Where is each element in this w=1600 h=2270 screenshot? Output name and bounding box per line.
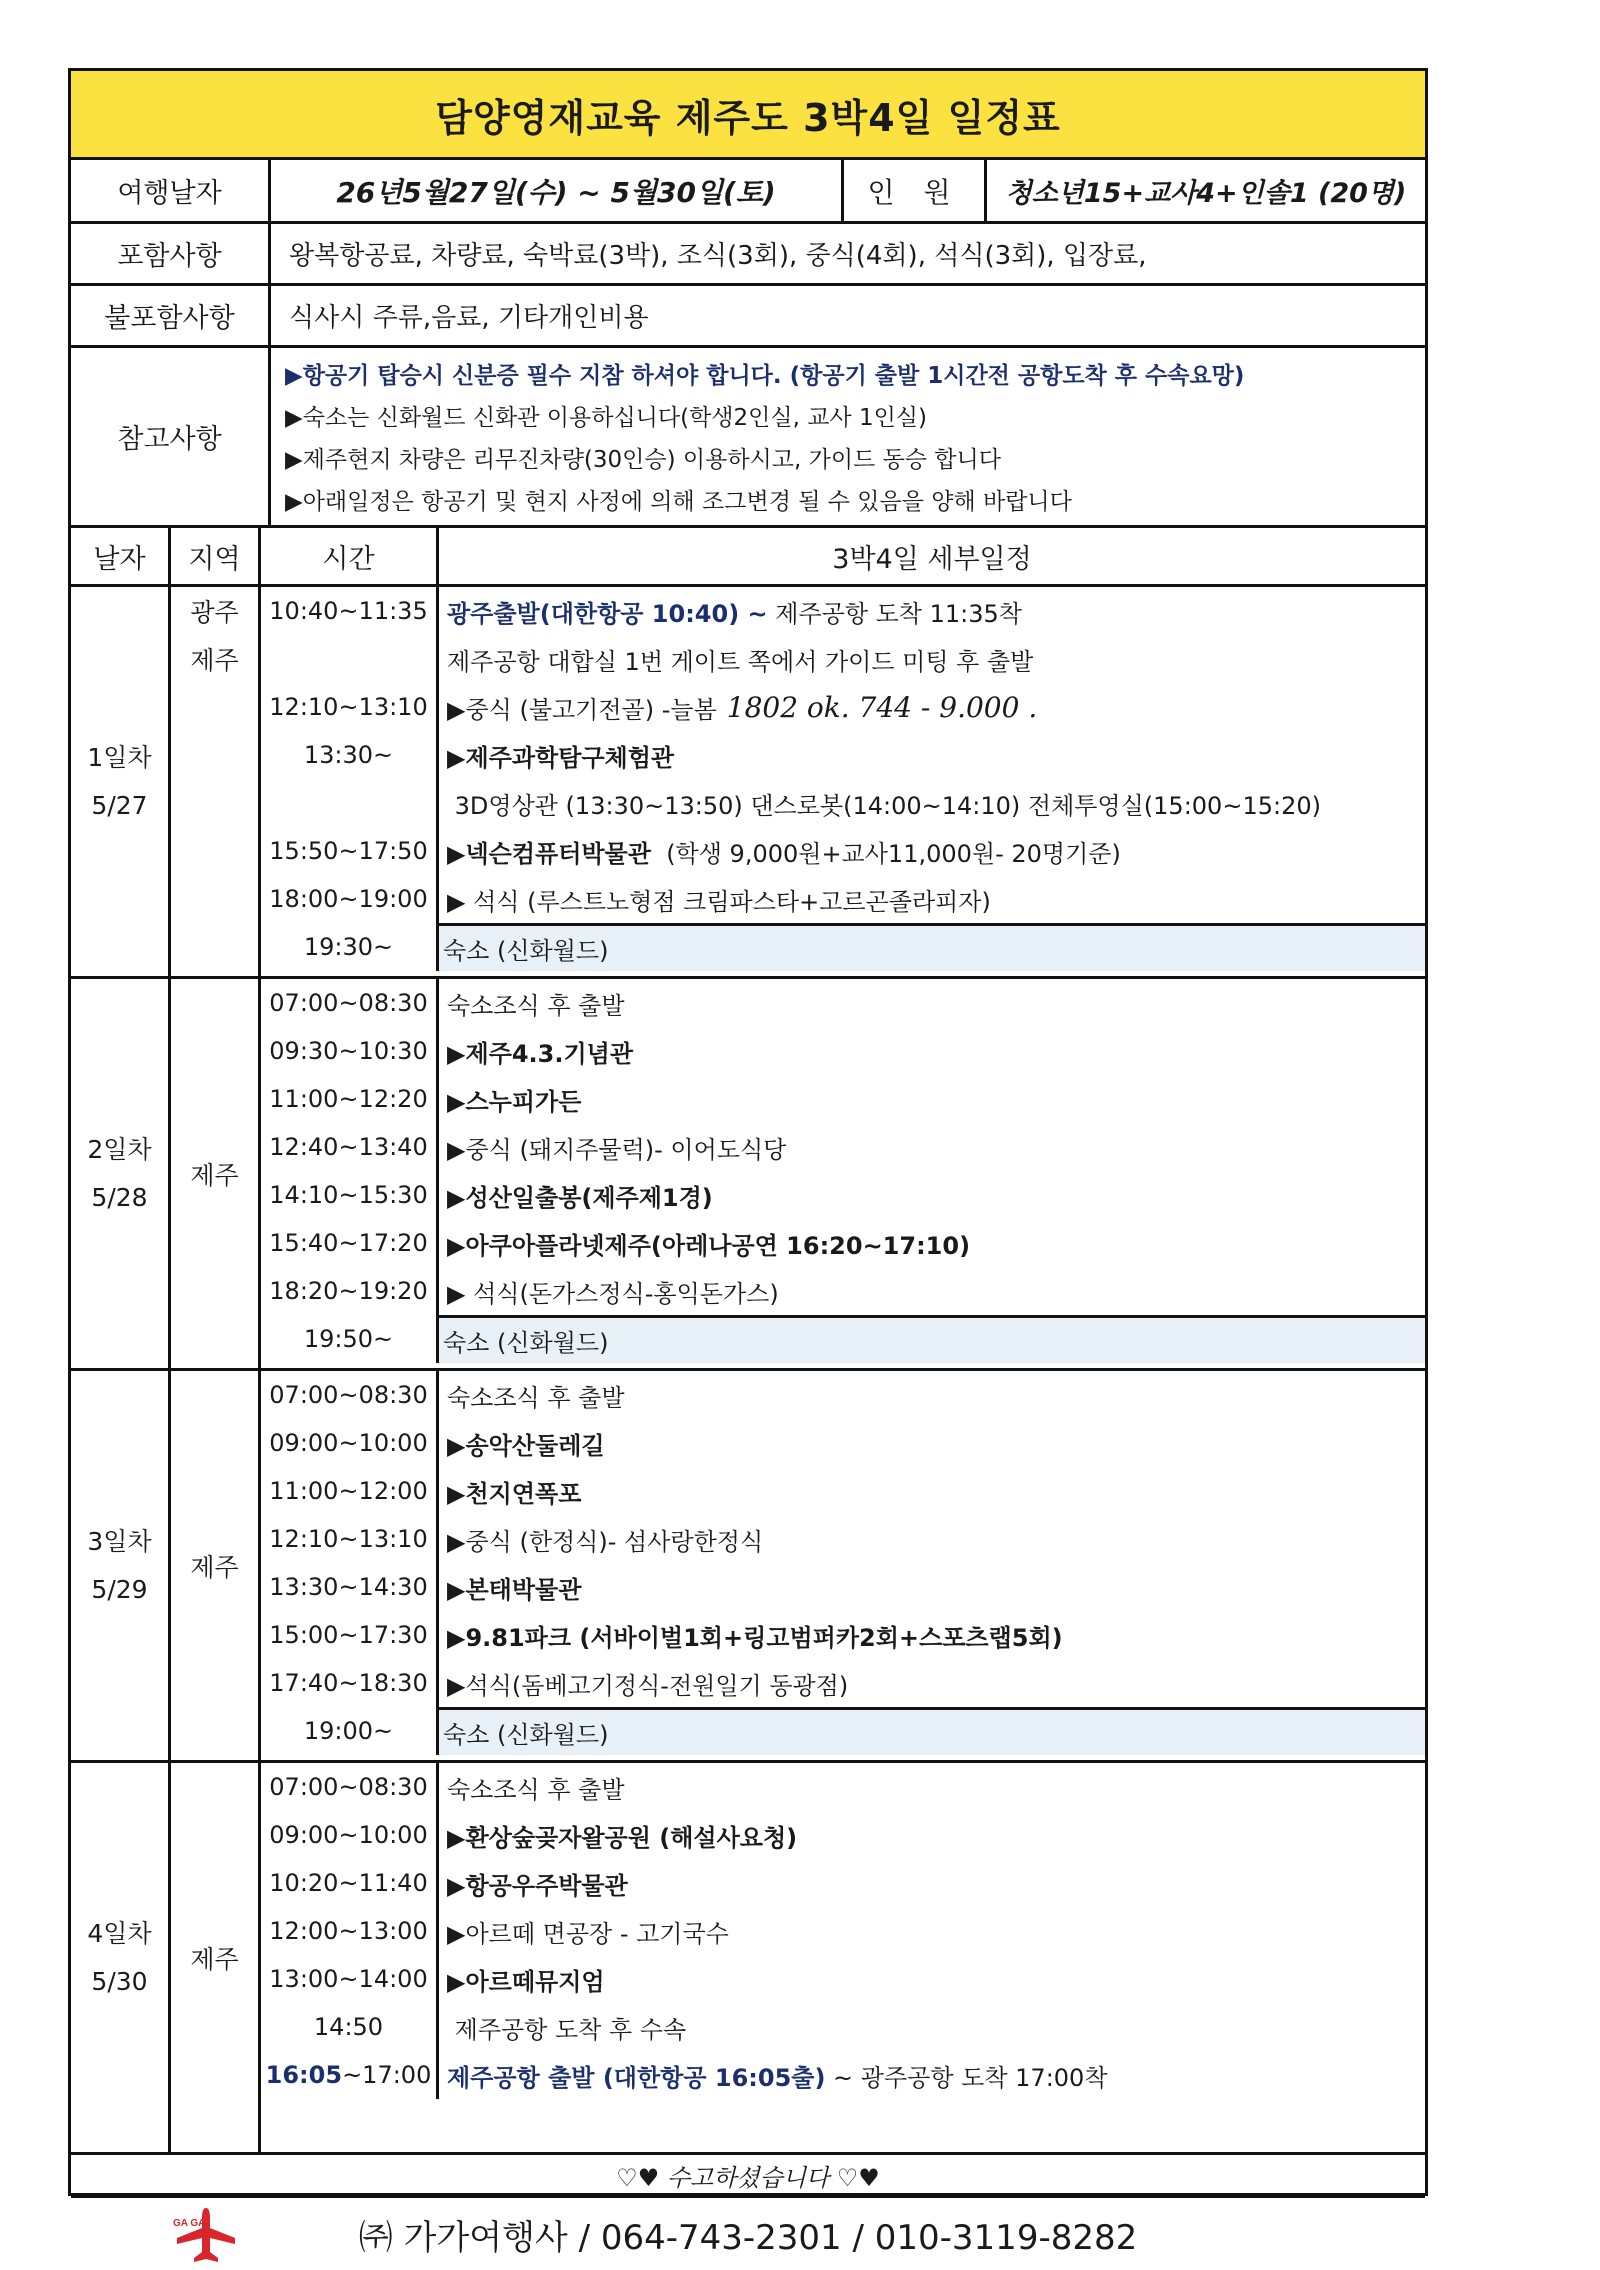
excluded-row [71,286,1425,348]
activity-title: ▶넥슨컴퓨터박물관 [447,839,651,868]
time-bold: 16:05 [265,2061,343,2089]
day-block [71,1371,1425,1763]
excluded-label: 불포함사항 [71,286,271,345]
included-label: 포함사항 [71,224,271,283]
activity-cell [439,827,1425,875]
activity-cell [439,1515,1425,1563]
activity-cell [439,1267,1425,1315]
note-item: ▶숙소는 신화월드 신화관 이용하십니다(학생2인실, 교사 1인실) [285,404,927,431]
time-cell: 07:00~08:30 [261,1763,439,1811]
day-block [71,1763,1425,2155]
footer [71,2198,1425,2270]
time-cell: 17:40~18:30 [261,1659,439,1707]
activity-cell [439,1659,1425,1707]
logo-text: GA GA [173,2218,206,2229]
note-item: ▶아래일정은 항공기 및 현지 사정에 의해 조그변경 될 수 있음을 양해 바랍니다 [285,489,1072,516]
time-cell [261,635,439,683]
activity-title: ▶성산일출봉(제주제1경) [447,1183,713,1212]
schedule-row [261,1515,1425,1563]
schedule-row [261,1467,1425,1515]
time-cell: 11:00~12:20 [261,1075,439,1123]
activity-cell [439,587,1425,635]
activity-detail: ▶ 석식 (루스트노형점 크림파스타+고르곤졸라피자) [447,887,991,916]
time-cell: 09:00~10:00 [261,1811,439,1859]
time-cell: 12:10~13:10 [261,683,439,731]
activity-cell [439,683,1425,731]
activity-detail: ▶중식 (돼지주물럭)- 이어도식당 [447,1135,787,1164]
lodging-cell [439,1315,1425,1363]
schedule-row [261,1907,1425,1955]
airplane-logo-icon [171,2204,241,2264]
activity-detail: 숙소 (신화월드) [443,1721,609,1749]
time-cell: 07:00~08:30 [261,1371,439,1419]
activity-detail: ▶중식 (불고기전골) -늘봄 [447,695,717,724]
schedule-rows [261,1371,1425,1760]
activity-cell [439,1563,1425,1611]
schedule-row [261,1171,1425,1219]
day-cell [71,587,171,976]
schedule-row [261,1763,1425,1811]
schedule-row [261,731,1425,779]
activity-detail: 3D영상관 (13:30~13:50) 댄스로봇(14:00~14:10) 전체투영실(15:00~15:20) [447,791,1321,820]
flight-info: 제주공항 출발 (대한항공 16:05출) [447,2063,826,2092]
schedule-row [261,1811,1425,1859]
schedule-row [261,1027,1425,1075]
flight-info: 광주출발(대한항공 10:40) ~ [447,599,768,628]
activity-cell [439,1171,1425,1219]
activity-cell [439,1371,1425,1419]
activity-detail: ~ 광주공항 도착 17:00착 [825,2063,1108,2092]
activity-cell [439,1907,1425,1955]
company-contact: ㈜ 가가여행사 / 064-743-2301 / 010-3119-8282 [358,2217,1138,2258]
activity-cell [439,1027,1425,1075]
activity-title: ▶제주과학탐구체험관 [447,743,675,772]
activity-title: ▶9.81파크 (서바이벌1회+링고범퍼카2회+스포츠랩5회) [447,1623,1063,1652]
lodging-cell [439,923,1425,971]
region-cell [171,1371,261,1760]
time-cell: 18:00~19:00 [261,875,439,923]
time-cell [261,2051,439,2099]
day-number: 3일차 [87,1526,152,1556]
notes-label: 참고사항 [71,348,271,525]
note-item: ▶제주현지 차량은 리무진차량(30인승) 이용하시고, 가이드 동승 합니다 [285,447,1001,474]
activity-detail: (학생 9,000원+교사11,000원- 20명기준) [650,839,1121,868]
activity-cell [439,1419,1425,1467]
time-cell: 12:00~13:00 [261,1907,439,1955]
time-cell: 15:50~17:50 [261,827,439,875]
excluded-value: 식사시 주류,음료, 기타개인비용 [289,303,649,333]
activity-title: ▶제주4.3.기념관 [447,1039,634,1068]
time-cell: 18:20~19:20 [261,1267,439,1315]
time-cell: 07:00~08:30 [261,979,439,1027]
activity-title: ▶아쿠아플라넷제주(아레나공연 16:20~17:10) [447,1231,971,1260]
schedule-rows [261,587,1425,976]
activity-cell [439,1123,1425,1171]
activity-detail: ▶중식 (한정식)- 섬사랑한정식 [447,1527,764,1556]
region-cell [171,1763,261,2152]
schedule-sheet [68,68,1428,2258]
schedule-row [261,1267,1425,1315]
people-value: 청소년15+교사4+인솔1 (20명) [1005,178,1407,209]
time-cell: 09:30~10:30 [261,1027,439,1075]
schedule-row [261,2003,1425,2051]
region-name: 광주 [190,598,239,627]
activity-cell [439,731,1425,779]
notes-row [71,348,1425,528]
activity-cell [439,1811,1425,1859]
activity-cell [439,875,1425,923]
schedule-rows [261,979,1425,1368]
activity-title: ▶송악산둘레길 [447,1431,605,1460]
schedule-row [261,683,1425,731]
included-row [71,224,1425,286]
header-time: 시간 [261,528,439,584]
schedule-row [261,1659,1425,1707]
activity-detail: 숙소 (신화월드) [443,937,609,965]
activity-cell [439,2003,1425,2051]
trip-date-value: 26년5월27일(수) ~ 5월30일(토) [271,160,844,221]
activity-cell [439,1467,1425,1515]
schedule-row [261,587,1425,635]
header-schedule: 3박4일 세부일정 [832,543,1032,575]
time-cell: 19:30~ [261,923,439,971]
day-number: 4일차 [87,1918,152,1948]
activity-detail: ▶석식(돔베고기정식-전원일기 동광점) [447,1671,849,1700]
activity-detail: 숙소조식 후 출발 [447,1383,625,1412]
schedule-row [261,779,1425,827]
activity-cell [439,1955,1425,2003]
schedule-row [261,979,1425,1027]
day-cell [71,1763,171,2152]
schedule-row [261,1955,1425,2003]
header-day: 날자 [71,528,171,584]
activity-title: ▶천지연폭포 [447,1479,582,1508]
activity-title: ▶아르떼뮤지엄 [447,1967,605,1996]
schedule-row [261,827,1425,875]
region-name: 제주 [190,646,239,675]
activity-cell [439,1763,1425,1811]
activity-detail: ▶아르떼 면공장 - 고기국수 [447,1919,729,1948]
time-cell: 11:00~12:00 [261,1467,439,1515]
people-label: 인 원 [844,160,987,221]
activity-detail: 숙소 (신화월드) [443,1329,609,1357]
day-cell [71,1371,171,1760]
schedule-row [261,1123,1425,1171]
activity-detail: 제주공항 대합실 1번 게이트 쪽에서 가이드 미팅 후 출발 [447,647,1034,676]
schedule-row [261,1371,1425,1419]
schedule-row [261,1315,1425,1363]
time-rest: ~17:00 [342,2061,432,2089]
time-cell: 12:10~13:10 [261,1515,439,1563]
schedule-row [261,1419,1425,1467]
time-cell: 13:30~ [261,731,439,779]
schedule-header [71,528,1425,587]
region-cell [171,979,261,1368]
time-cell: 13:00~14:00 [261,1955,439,2003]
activity-cell [439,979,1425,1027]
time-cell: 19:50~ [261,1315,439,1363]
time-cell: 14:50 [261,2003,439,2051]
activity-title: ▶항공우주박물관 [447,1871,628,1900]
schedule-row [261,1859,1425,1907]
notes-list [271,348,1425,525]
activity-cell [439,779,1425,827]
time-cell: 19:00~ [261,1707,439,1755]
day-number: 2일차 [87,1134,152,1164]
day-date: 5/28 [91,1182,148,1212]
time-cell: 13:30~14:30 [261,1563,439,1611]
time-cell: 10:40~11:35 [261,587,439,635]
lodging-cell [439,1707,1425,1755]
day-date: 5/30 [91,1966,148,1996]
day-block [71,587,1425,979]
included-value: 왕복항공료, 차량료, 숙박료(3박), 조식(3회), 중식(4회), 석식(3회), 입장료, [289,241,1147,271]
day-block [71,979,1425,1371]
day-date: 5/27 [91,790,148,820]
time-cell: 15:00~17:30 [261,1611,439,1659]
time-cell: 14:10~15:30 [261,1171,439,1219]
region-name: 제주 [190,1160,239,1190]
activity-cell [439,1075,1425,1123]
activity-detail: 제주공항 도착 후 수속 [447,2015,687,2044]
schedule-row [261,1707,1425,1755]
schedule-row [261,1219,1425,1267]
trip-date-label: 여행날자 [71,160,271,221]
activity-cell [439,1611,1425,1659]
activity-title: ▶환상숲곶자왈공원 (해설사요청) [447,1823,798,1852]
activity-cell [439,1859,1425,1907]
region-name: 제주 [190,1552,239,1582]
day-date: 5/29 [91,1574,148,1604]
page-title: 담양영재교육 제주도 3박4일 일정표 [71,71,1425,160]
schedule-row [261,1075,1425,1123]
schedule-row [261,2051,1425,2099]
note-item: ▶항공기 탑승시 신분증 필수 지참 하셔야 합니다. (항공기 출발 1시간전 공항도착 후 수속요망) [285,362,1245,389]
activity-detail: 숙소조식 후 출발 [447,991,625,1020]
schedule-row [261,1563,1425,1611]
time-cell: 10:20~11:40 [261,1859,439,1907]
schedule-row [261,1611,1425,1659]
day-cell [71,979,171,1368]
activity-detail: ▶ 석식(돈가스정식-홍익돈가스) [447,1279,779,1308]
activity-cell [439,2051,1425,2099]
day-number: 1일차 [87,742,152,772]
activity-cell [439,635,1425,683]
schedule-row [261,923,1425,971]
schedule-rows [261,1763,1425,2152]
schedule-row [261,875,1425,923]
schedule-body [71,587,1425,2155]
activity-detail: 제주공항 도착 11:35착 [767,599,1022,628]
activity-cell [439,1219,1425,1267]
time-cell [261,779,439,827]
handwritten-note: 1802 ok. 744 - 9.000 . [726,690,1038,724]
time-cell: 15:40~17:20 [261,1219,439,1267]
region-name: 제주 [190,1944,239,1974]
activity-detail: 숙소조식 후 출발 [447,1775,625,1804]
header-region: 지역 [171,528,261,584]
time-cell: 12:40~13:40 [261,1123,439,1171]
region-cell [171,587,261,976]
activity-title: ▶스누피가든 [447,1087,582,1116]
closing-message: ♡♥ 수고하셨습니다 ♡♥ [71,2155,1425,2198]
schedule-row [261,635,1425,683]
trip-date-row [71,160,1425,224]
time-cell: 09:00~10:00 [261,1419,439,1467]
activity-title: ▶본태박물관 [447,1575,582,1604]
